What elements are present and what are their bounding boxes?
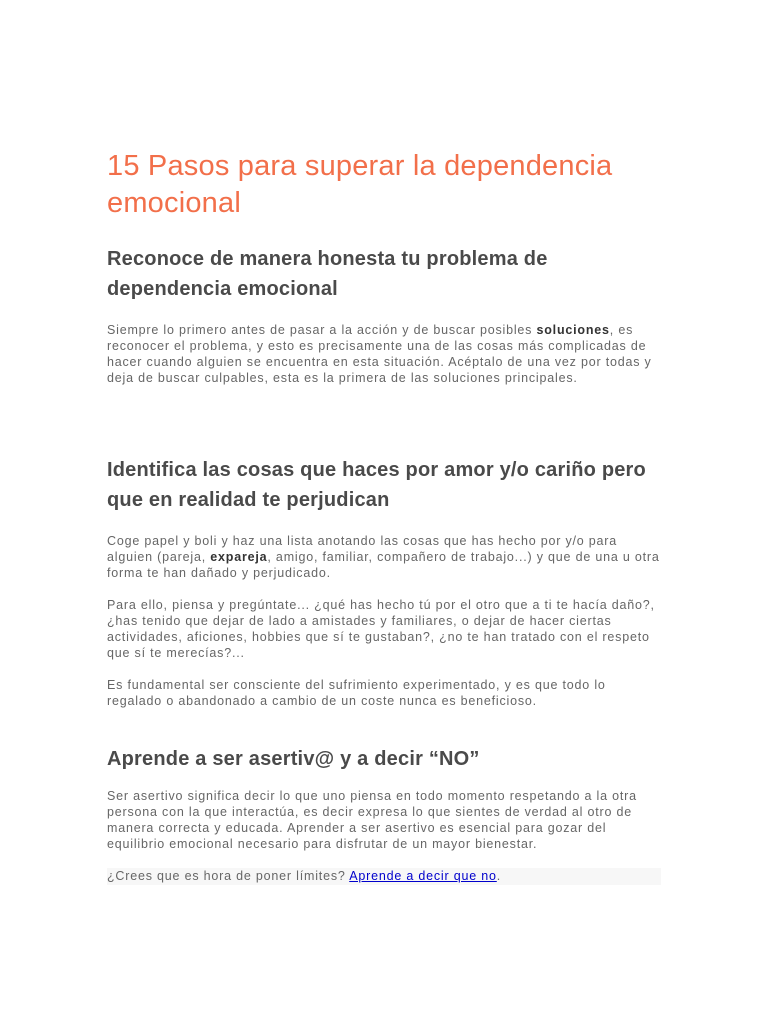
section-assertiveness [107, 744, 663, 885]
section-heading: Identifica las cosas que haces por amor y/o cariño pero que en realidad te perjudican [107, 459, 646, 511]
section-paragraph: Es fundamental ser consciente del sufrimiento experimentado, y es que todo lo regalado o abandonado a cambio de un coste nunca es beneficioso. [107, 678, 606, 708]
paragraph-text: Siempre lo primero antes de pasar a la acción y de buscar posibles [107, 323, 537, 337]
bold-keyword: expareja [210, 550, 268, 564]
bold-keyword: soluciones [536, 323, 610, 337]
paragraph-text: , amigo, familiar, compañero de trabajo...) y que de una u otra forma te han dañado y perjudicado. [107, 550, 660, 580]
section-paragraph: Ser asertivo significa decir lo que uno piensa en todo momento respetando a la otra persona con la que interactúa, es decir expresa lo que sientes de verdad al otro de manera correcta y educada. Aprender a ser asertivo es esencial para gozar del equilibrio emocional necesario para disfrutar de un mayor bienestar. [107, 789, 637, 851]
section-heading: Reconoce de manera honesta tu problema de dependencia emocional [107, 248, 548, 300]
section-recognize-problem [107, 244, 663, 386]
section-heading: Aprende a ser asertiv@ y a decir “NO” [107, 748, 480, 770]
section-paragraph [107, 533, 663, 581]
paragraph-text: ¿Crees que es hora de poner límites? [107, 869, 350, 883]
page-title: 15 Pasos para superar la dependencia emocional [107, 150, 613, 219]
section-paragraph: Para ello, piensa y pregúntate... ¿qué has hecho tú por el otro que a ti te hacía daño?, ¿has tenido que dejar de lado a amistades y familiares, o dejar de hacer ciertas actividades, aficiones, hobbies que sí te gustaban?, ¿no te han tratado con el respeto que sí te merecías?... [107, 598, 655, 660]
paragraph-text: Coge papel y boli y haz una lista anotando las cosas que has hecho por y/o para alguien (pareja, [107, 534, 618, 564]
section-paragraph [107, 322, 663, 386]
paragraph-text: , es reconocer el problema, y esto es precisamente una de las cosas más complicadas de hacer cuando alguien se encuentra en esta situación. Acéptalo de una vez por todas y deja de buscar culpables, esta es la primera de las soluciones principales. [107, 323, 652, 385]
section-identify-harm [107, 455, 663, 709]
document-body [107, 148, 663, 885]
learn-to-say-no-link[interactable]: Aprende a decir que no [349, 869, 497, 883]
section-paragraph [107, 868, 661, 885]
paragraph-text: . [496, 869, 502, 883]
